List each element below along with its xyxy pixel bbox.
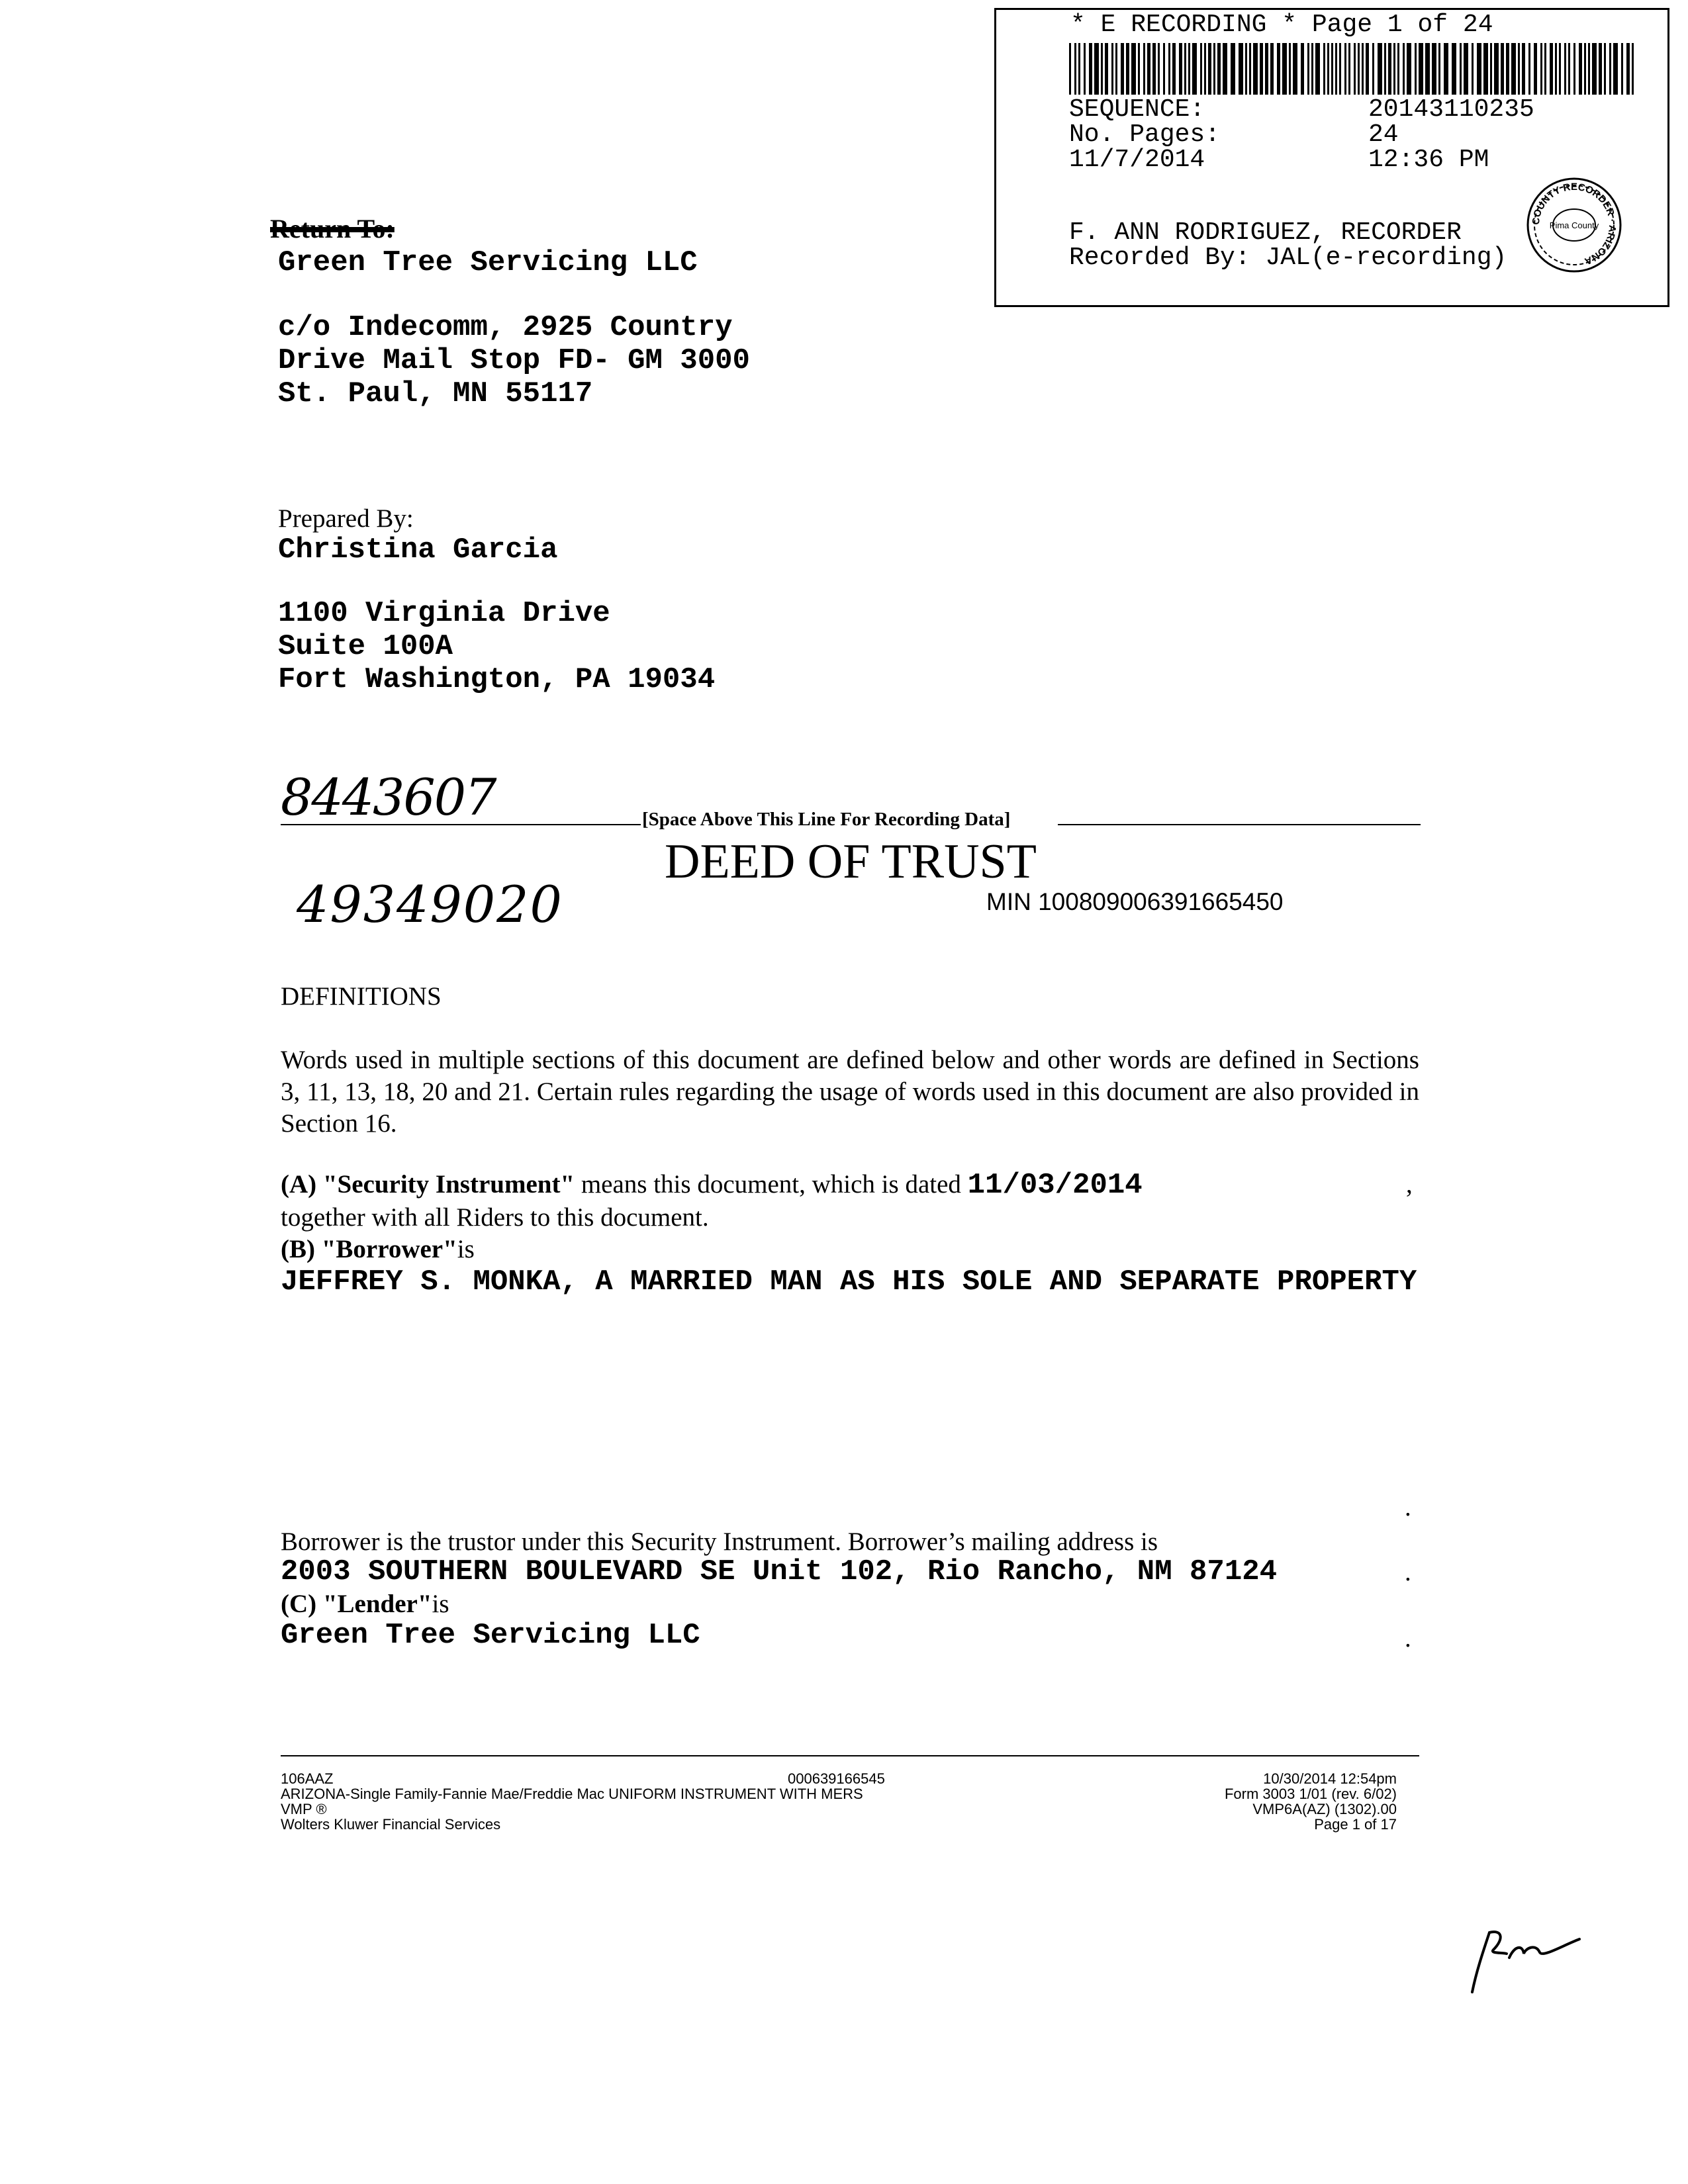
barcode-bar [1339, 43, 1341, 95]
barcode-bar [1584, 43, 1586, 95]
barcode-bar [1407, 43, 1411, 95]
county-seal-icon [1524, 175, 1624, 275]
barcode-bar [1483, 43, 1488, 95]
barcode-bar [1544, 43, 1546, 95]
barcode-bar [1327, 43, 1329, 95]
barcode-bar [1460, 43, 1462, 95]
barcode-bar [1564, 43, 1566, 95]
barcode-bar [1074, 43, 1076, 95]
rule-left [281, 824, 641, 825]
barcode-bar [1204, 43, 1206, 95]
barcode-bar [1126, 43, 1129, 95]
barcode-bar [1111, 43, 1113, 95]
barcode-bar [1179, 43, 1182, 95]
barcode-bar [1464, 43, 1468, 95]
definitions-heading: DEFINITIONS [281, 982, 442, 1011]
recording-time: 12:36 PM [1368, 146, 1489, 174]
barcode-bar [1223, 43, 1227, 95]
barcode-bar [1555, 43, 1557, 95]
dot-3: . [1405, 1624, 1411, 1653]
seal-text: COUNTY RECORDER · ARIZONA [1530, 181, 1618, 267]
rule-right [1058, 824, 1421, 825]
barcode-bar [1384, 43, 1386, 95]
barcode-bar [1452, 43, 1456, 95]
recorded-by: Recorded By: JAL(e-recording) [1069, 244, 1507, 272]
barcode-bar [1253, 43, 1258, 95]
barcode-bar [1331, 43, 1333, 95]
borrower-name: JEFFREY S. MONKA, A MARRIED MAN AS HIS SOLE AND SEPARATE PROPERTY [281, 1265, 1417, 1298]
barcode-bar [1115, 43, 1117, 95]
barcode-bar [1172, 43, 1176, 95]
barcode-bar [1588, 43, 1590, 95]
def-a-line [281, 1169, 1143, 1201]
prepared-by-label: Prepared By: [278, 504, 414, 533]
footer-page: Page 1 of 17 [1314, 1816, 1397, 1833]
barcode-bar [1200, 43, 1202, 95]
barcode-bar [1143, 43, 1145, 95]
barcode-bar [1378, 43, 1382, 95]
prepared-by-line1: 1100 Virginia Drive [278, 597, 610, 630]
trustor-text: Borrower is the trustor under this Security Instrument. Borrower’s mailing address is [281, 1527, 1158, 1556]
barcode-bar [1372, 43, 1374, 95]
barcode-bar [1094, 43, 1099, 95]
mailing-address: 2003 SOUTHERN BOULEVARD SE Unit 102, Rio Rancho, NM 87124 [281, 1555, 1278, 1588]
barcode-bar [1501, 43, 1504, 95]
barcode-bar [1388, 43, 1391, 95]
barcode-bar [1632, 43, 1634, 95]
def-a-date: 11/03/2014 [967, 1169, 1143, 1202]
barcode-bar [1528, 43, 1530, 95]
dot-1: . [1405, 1493, 1411, 1522]
barcode-bar [1131, 43, 1136, 95]
sequence-value: 20143110235 [1368, 95, 1534, 124]
barcode-bar [1393, 43, 1395, 95]
barcode-bar [1213, 43, 1215, 95]
barcode-bar [1613, 43, 1618, 95]
footer-form-description: ARIZONA-Single Family-Fannie Mae/Freddie Mac UNIFORM INSTRUMENT WITH MERS [281, 1786, 863, 1802]
barcode-bar [1362, 43, 1364, 95]
barcode-bar [1494, 43, 1499, 95]
document-title: DEED OF TRUST [665, 835, 1037, 889]
barcode-bar [1289, 43, 1291, 95]
barcode-bar [1522, 43, 1525, 95]
barcode-bar [1358, 43, 1360, 95]
barcode-bar [1490, 43, 1492, 95]
barcode-bar [1568, 43, 1570, 95]
barcode-bar [1245, 43, 1247, 95]
footer-rule [281, 1755, 1419, 1756]
def-b-is: is [457, 1235, 475, 1263]
barcode-bar [1419, 43, 1423, 95]
min-number: MIN 100809006391665450 [986, 888, 1284, 915]
prepared-by-line2: Suite 100A [278, 630, 453, 663]
barcode-bar [1301, 43, 1304, 95]
barcode-bar [1188, 43, 1190, 95]
recorder-name: F. ANN RODRIGUEZ, RECORDER [1069, 218, 1462, 247]
barcode-bar [1403, 43, 1405, 95]
lender-name: Green Tree Servicing LLC [281, 1619, 700, 1652]
barcode-bar [1444, 43, 1448, 95]
barcode-bar [1293, 43, 1297, 95]
footer-timestamp: 10/30/2014 12:54pm [1263, 1770, 1397, 1787]
barcode-bar [1089, 43, 1092, 95]
barcode-bar [1078, 43, 1080, 95]
barcode-bar [1217, 43, 1221, 95]
barcode-bar [1609, 43, 1611, 95]
stamp-header: * E RECORDING * Page 1 of 24 [1070, 11, 1493, 39]
barcode-bar [1534, 43, 1537, 95]
barcode-bar [1249, 43, 1251, 95]
barcode-bar [1573, 43, 1575, 95]
barcode-bar [1208, 43, 1211, 95]
barcode-bar [1192, 43, 1197, 95]
def-c-label: (C) "Lender" [281, 1590, 432, 1618]
barcode-bar [1354, 43, 1356, 95]
return-to-line1: c/o Indecomm, 2925 Country [278, 311, 733, 344]
footer-vmp: VMP ® [281, 1801, 327, 1817]
barcode-bar [1277, 43, 1280, 95]
barcode-bar [1438, 43, 1440, 95]
footer-form-code: 106AAZ [281, 1770, 334, 1787]
barcode-bar [1307, 43, 1309, 95]
def-b-line [281, 1234, 475, 1265]
barcode-bar [1239, 43, 1243, 95]
pages-label: No. Pages: [1069, 120, 1221, 149]
footer-loan-number: 000639166545 [788, 1770, 885, 1787]
barcode-bar [1540, 43, 1542, 95]
prepared-by-name: Christina Garcia [278, 533, 558, 567]
barcode-bar [1315, 43, 1320, 95]
definitions-intro: Words used in multiple sections of this document are defined below and other words are defined in Sections 3, 11, 13, 18, 20 and 21. Certain rules regarding the usage of words used in this document are also provided in Section 16. [281, 1046, 1419, 1138]
barcode-bar [1282, 43, 1287, 95]
dot-2: . [1405, 1558, 1411, 1586]
barcode-bar [1147, 43, 1150, 95]
barcode-bar [1138, 43, 1140, 95]
barcode-bar [1184, 43, 1186, 95]
barcode-bar [1432, 43, 1436, 95]
footer-form-number: Form 3003 1/01 (rev. 6/02) [1224, 1786, 1397, 1802]
barcode-bar [1506, 43, 1509, 95]
barcode-bar [1260, 43, 1263, 95]
return-to-label: Return To: [270, 214, 395, 244]
barcode-bar [1323, 43, 1325, 95]
def-c-is: is [432, 1590, 449, 1618]
recording-stamp [994, 8, 1669, 307]
barcode-bar [1425, 43, 1430, 95]
barcode-bar [1121, 43, 1124, 95]
barcode-bar [1152, 43, 1156, 95]
def-c-line [281, 1588, 449, 1620]
barcode-bar [1348, 43, 1350, 95]
barcode-bar [1158, 43, 1160, 95]
footer-publisher: Wolters Kluwer Financial Services [281, 1816, 501, 1833]
barcode-bar [1101, 43, 1103, 95]
barcode-bar [1168, 43, 1170, 95]
barcode-bar [1397, 43, 1399, 95]
sequence-label: SEQUENCE: [1069, 95, 1205, 124]
barcode [1069, 43, 1638, 95]
barcode-bar [1344, 43, 1346, 95]
initials-signature-icon [1463, 1919, 1582, 1999]
return-to-line3: St. Paul, MN 55117 [278, 377, 593, 410]
barcode-bar [1069, 43, 1071, 95]
barcode-bar [1163, 43, 1165, 95]
prepared-by-line3: Fort Washington, PA 19034 [278, 663, 716, 696]
def-b-label: (B) "Borrower" [281, 1235, 457, 1263]
barcode-bar [1550, 43, 1553, 95]
barcode-bar [1592, 43, 1597, 95]
barcode-bar [1105, 43, 1108, 95]
barcode-bar [1477, 43, 1481, 95]
footer-vmp-code: VMP6A(AZ) (1302).00 [1252, 1801, 1397, 1817]
recording-date: 11/7/2014 [1069, 146, 1205, 174]
barcode-bar [1518, 43, 1520, 95]
seal-center: Pima County [1549, 220, 1599, 230]
barcode-bar [1265, 43, 1268, 95]
barcode-bar [1599, 43, 1602, 95]
barcode-bar [1579, 43, 1582, 95]
def-a-label: (A) "Security Instrument" [281, 1170, 575, 1199]
return-to-name: Green Tree Servicing LLC [278, 246, 698, 279]
barcode-bar [1472, 43, 1474, 95]
barcode-bar [1415, 43, 1417, 95]
barcode-bar [1366, 43, 1369, 95]
barcode-bar [1311, 43, 1313, 95]
def-a-comma: , [1406, 1170, 1413, 1199]
def-a-continued: together with all Riders to this document. [281, 1203, 709, 1232]
handwritten-number-2: 49349020 [297, 875, 563, 934]
barcode-bar [1231, 43, 1235, 95]
barcode-bar [1626, 43, 1630, 95]
barcode-bar [1084, 43, 1086, 95]
barcode-bar [1559, 43, 1561, 95]
barcode-bar [1621, 43, 1623, 95]
recording-data-note: [Space Above This Line For Recording Data] [642, 809, 1011, 830]
pages-value: 24 [1368, 120, 1399, 149]
barcode-bar [1270, 43, 1274, 95]
handwritten-number-1: 8443607 [281, 768, 496, 827]
barcode-bar [1335, 43, 1337, 95]
return-to-line2: Drive Mail Stop FD- GM 3000 [278, 344, 750, 377]
def-a-text: means this document, which is dated [575, 1170, 968, 1199]
barcode-bar [1511, 43, 1516, 95]
barcode-bar [1604, 43, 1606, 95]
